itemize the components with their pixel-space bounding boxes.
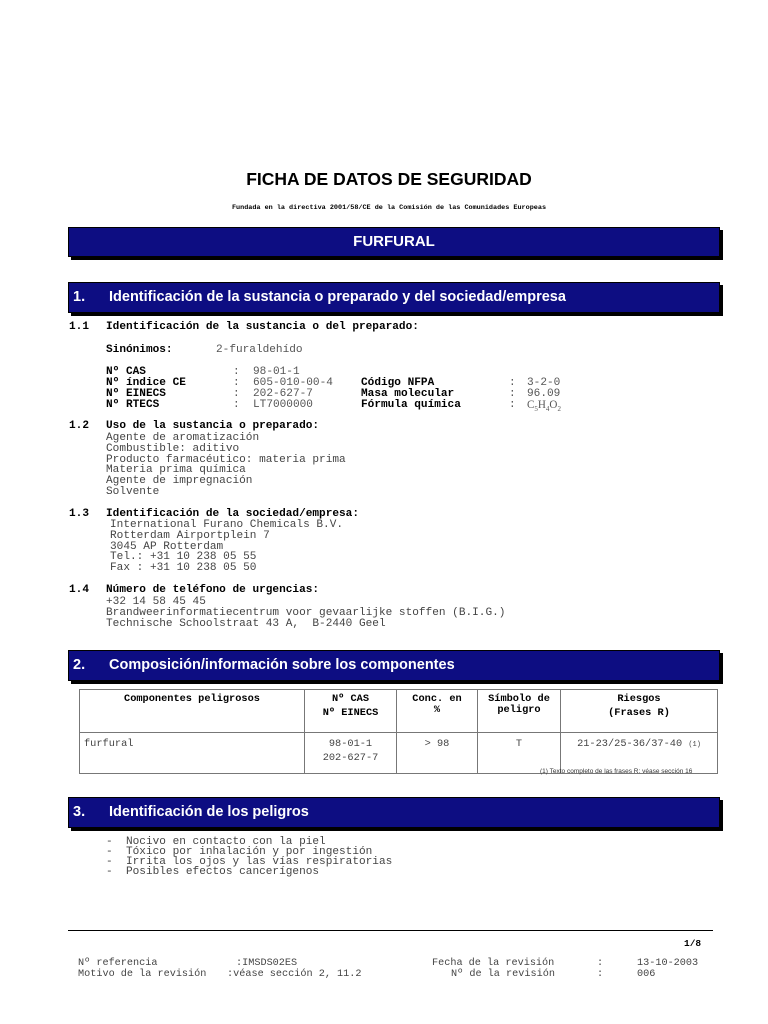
section-title: Composición/información sobre los componentes [109,657,455,673]
section-title: Identificación de los peligros [109,804,309,820]
component-ids: 98-01-1 202-627-7 [305,733,397,774]
id-label: Masa molecular [361,388,455,400]
footer-divider [68,930,713,931]
use-item: Materia prima química [106,464,246,477]
id-colon: : [509,399,516,411]
subsection-number: 1.4 [69,584,89,596]
section-2-header [68,650,720,681]
component-risks: 21-23/25-36/37-40 (1) [561,733,718,774]
chemical-formula: $C_5H_4O_2$ [527,399,561,414]
revision-reason-value: :véase sección 2, 11.2 [227,969,362,980]
document-title: FICHA DE DATOS DE SEGURIDAD [246,169,532,189]
hazard-item: - Nocivo en contacto con la piel [106,836,326,848]
id-value: 96.09 [527,388,561,400]
hazard-item: - Posibles efectos cancerígenos [106,866,320,878]
id-label: Nº CAS [106,366,146,378]
reference-label: Nº referencia [78,958,158,969]
id-colon: : [233,388,240,400]
id-colon: : [233,377,240,389]
footer-colon: : [597,958,604,969]
product-name-banner: FURFURAL [68,227,720,257]
component-symbol: T [478,733,561,774]
reference-value: :IMSDS02ES [236,958,298,969]
revision-date-label: Fecha de la revisión [432,958,555,969]
column-header: Símbolo de peligro [478,690,561,733]
column-header: Nº CAS Nº EINECS [305,690,397,733]
section-number: 1. [73,289,86,305]
section-title: Identificación de la sustancia o preparado y del sociedad/empresa [109,289,566,305]
emergency-line: +32 14 58 45 45 [106,596,206,608]
use-item: Agente de aromatización [106,432,260,444]
subsection-number: 1.3 [69,508,89,520]
footer-colon: : [597,969,604,980]
emergency-contact [106,597,505,629]
component-name: furfural [80,733,305,774]
revision-reason-label: Motivo de la revisión [78,969,207,980]
section-number: 3. [73,804,86,820]
subsection-title: Identificación de la sociedad/empresa: [106,508,359,520]
use-list [106,433,346,498]
id-colon: : [233,399,240,411]
components-table [79,689,718,774]
id-label: Nº índice CE [106,377,186,389]
hazard-item: - Irrita los ojos y las vías respiratorias [106,856,393,868]
emergency-line: Technische Schoolstraat 43 A, B-2440 Geel [106,617,386,630]
id-value: 202-627-7 [253,388,313,400]
synonyms-value: 2-furaldehído [216,344,303,356]
id-value: LT7000000 [253,399,313,411]
revision-number-label: Nº de la revisión [451,969,555,980]
subsection-number: 1.1 [69,321,89,333]
synonyms-label: Sinónimos: [106,344,173,356]
id-label: Nº RTECS [106,399,160,411]
section-3-header [68,797,720,828]
subsection-title: Número de teléfono de urgencias: [106,584,320,596]
table-header-row [80,690,718,733]
column-header: Conc. en % [397,690,478,733]
address-line: Fax : +31 10 238 05 50 [110,562,257,575]
subsection-title: Uso de la sustancia o preparado: [106,420,320,432]
id-label: Código NFPA [361,377,435,389]
hazard-item: - Tóxico por inhalación y por ingestión [106,846,373,858]
document-subtitle: Fundada en la directiva 2001/58/CE de la Comisión de las Comunidades Europeas [231,204,547,212]
section-1-header [68,282,720,313]
address-line: Rotterdam Airportplein 7 [110,529,270,542]
company-address [110,520,343,574]
id-colon: : [233,366,240,378]
id-value: 98-01-1 [253,366,300,378]
id-label: Nº EINECS [106,388,166,400]
revision-date-value: 13-10-2003 [637,958,699,969]
column-header: Riesgos (Frases R) [561,690,718,733]
use-item: Agente de impregnación [106,475,253,488]
hazard-list [106,837,392,877]
use-item: Producto farmacéutico: materia prima [106,453,346,466]
page-number: 1/8 [684,938,702,949]
revision-number-value: 006 [637,969,656,980]
subsection-number: 1.2 [69,420,89,432]
table-footnote: (1) Texto completo de las frases R: véase sección 16 [540,768,693,775]
emergency-line: Brandweerinformatiecentrum voor gevaarlijke stoffen (B.I.G.) [106,606,506,619]
id-colon: : [509,388,516,400]
subsection-title: Identificación de la sustancia o del preparado: [106,321,419,333]
id-value: 605-010-00-4 [253,377,333,389]
address-line: International Furano Chemicals B.V. [110,519,344,531]
column-header: Componentes peligrosos [80,690,305,733]
id-value: 3-2-0 [527,377,561,389]
component-concentration: > 98 [397,733,478,774]
address-line: Tel.: +31 10 238 05 55 [110,551,257,564]
address-line: 3045 AP Rotterdam [110,540,224,553]
id-colon: : [509,377,516,389]
use-item: Combustible: aditivo [106,442,240,455]
use-item: Solvente [106,485,160,498]
id-label: Fórmula química [361,399,461,411]
section-number: 2. [73,657,86,673]
